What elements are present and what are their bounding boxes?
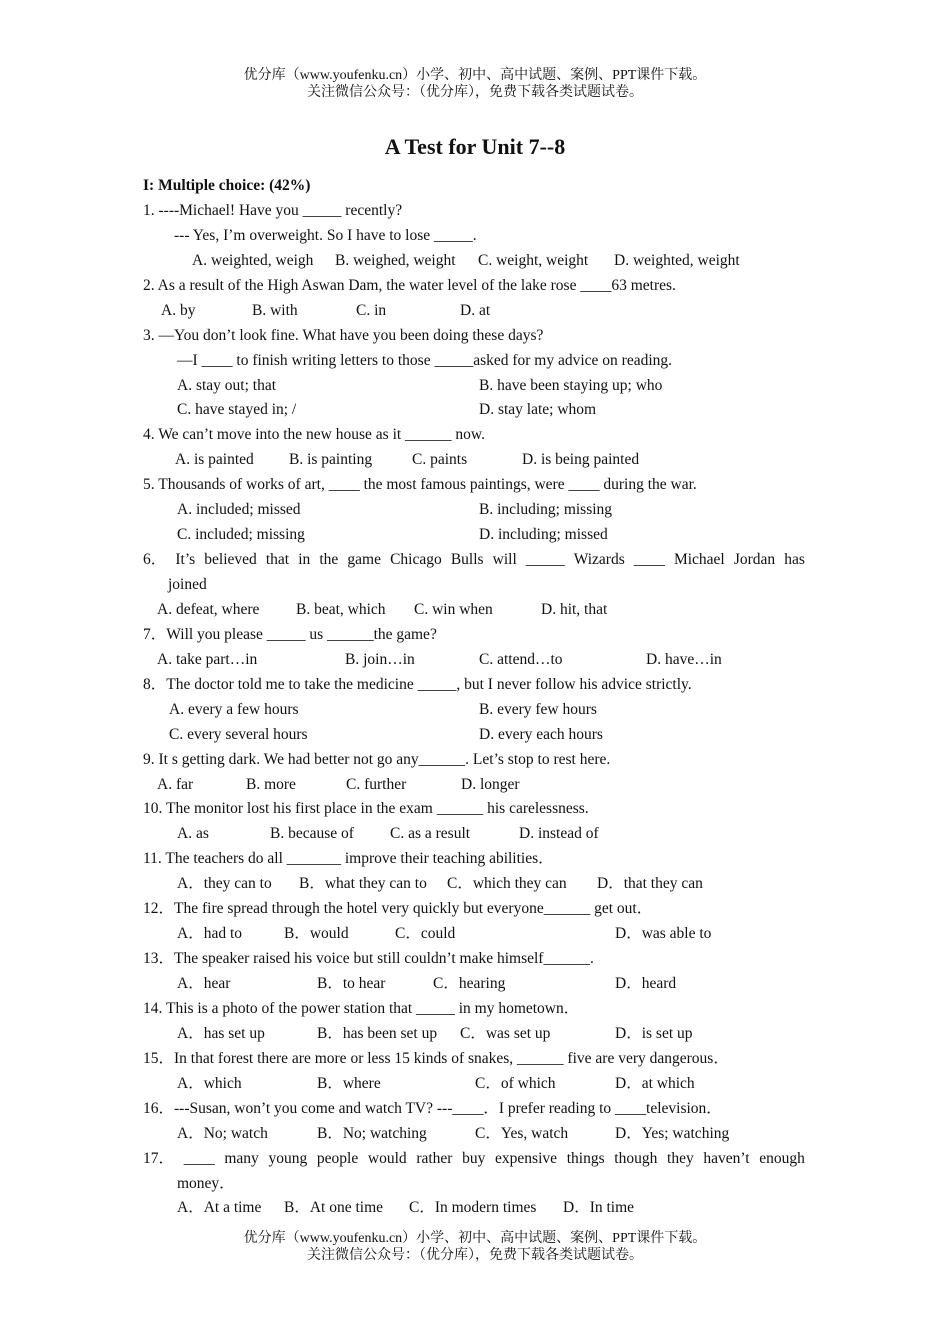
q16-option-c: C．Yes, watch [475, 1124, 569, 1142]
q9-option-d: D. longer [461, 775, 520, 793]
q17-word: rather [416, 1149, 453, 1167]
footer-line-2: 关注微信公众号：（优分库），免费下载各类试题试卷。 [307, 1248, 643, 1263]
q2-option-b: B. with [252, 301, 298, 319]
q17-options [143, 1196, 805, 1221]
q5-option-b: B. including; missing [479, 501, 613, 519]
q6-word: 6． [143, 551, 167, 569]
page-title: A Test for Unit 7--8 [384, 134, 566, 159]
q6-word: Chicago [390, 551, 442, 569]
q9-options [143, 773, 805, 798]
footer-line-1: 优分库（www.youfenku.cn）小学、初中、高中试题、案例、PPT课件下载。 [243, 1231, 707, 1246]
q3-stem-line-2: —I ____ to finish writing letters to those _____asked for my advice on reading. [177, 351, 673, 369]
q6-stem [143, 548, 805, 573]
question-list [143, 174, 805, 1221]
q7-option-a: A. take part…in [157, 650, 258, 668]
q2-option-d: D. at [460, 301, 491, 319]
q16-option-a: A．No; watch [177, 1124, 268, 1142]
q9-option-b: B. more [246, 775, 296, 793]
q13-option-b: B．to hear [317, 975, 386, 992]
q8-options-row-2 [143, 723, 805, 748]
q6-stem-continued: joined [168, 576, 207, 593]
q12-option-d: D．was able to [615, 925, 712, 943]
q6-word: has [784, 551, 805, 569]
q6-word: ____ [633, 551, 665, 569]
q6-word: Jordan [733, 551, 776, 569]
q6-word: in [298, 551, 311, 569]
q5-stem: 5. Thousands of works of art, ____ the most famous paintings, were ____ during the war. [143, 476, 697, 494]
q6-word: believed [204, 551, 257, 569]
q15-option-a: A．which [177, 1074, 242, 1092]
q13-option-a: A．hear [177, 975, 231, 992]
q14-option-b: B．has been set up [317, 1024, 438, 1042]
q13-options [143, 972, 805, 997]
q11-option-c: C．which they can [447, 875, 567, 893]
q3-option-d: D. stay late; whom [479, 401, 597, 419]
q13-option-d: D．heard [615, 975, 677, 992]
q4-option-c: C. paints [412, 451, 468, 469]
q7-option-d: D. have…in [646, 650, 722, 668]
q12-options [143, 922, 805, 947]
q11-stem: 11. The teachers do all _______ improve their teaching abilities． [143, 850, 554, 868]
q8-options-row-1 [143, 698, 805, 723]
q17-option-b: B．At one time [284, 1199, 384, 1217]
page-footer [0, 1230, 950, 1264]
q17-option-a: A．At a time [177, 1199, 262, 1217]
q10-option-b: B. because of [270, 825, 354, 843]
q12-option-c: C．could [395, 925, 456, 943]
q1-option-b: B. weighed, weight [335, 251, 456, 269]
header-line-2: 关注微信公众号：（优分库），免费下载各类试题试卷。 [307, 85, 643, 100]
q17-word: enough [759, 1149, 805, 1167]
q4-options [143, 448, 805, 473]
q17-option-c: C．In modern times [409, 1199, 537, 1217]
q6-word: Bulls [450, 551, 484, 569]
q8-option-d: D. every each hours [479, 725, 603, 743]
q1-option-d: D. weighted, weight [614, 251, 740, 269]
q17-word: people [316, 1149, 359, 1167]
q17-word: many [224, 1149, 259, 1167]
q16-options [143, 1122, 805, 1147]
q4-option-d: D. is being painted [522, 451, 640, 469]
q17-word: haven’t [703, 1149, 750, 1167]
q9-option-a: A. far [157, 775, 194, 793]
q10-options [143, 822, 805, 847]
q17-word: 17． [143, 1149, 175, 1167]
q14-options [143, 1022, 805, 1047]
q1-option-a: A. weighted, weigh [192, 251, 314, 269]
q7-stem: 7．Will you please _____ us ______the game? [143, 625, 437, 643]
q7-option-b: B. join…in [345, 650, 415, 668]
q2-options [143, 299, 805, 324]
q7-option-c: C. attend…to [479, 650, 563, 668]
q6-word: It’s [175, 551, 196, 569]
q15-option-b: B．where [317, 1074, 381, 1092]
q17-word: would [367, 1149, 407, 1167]
q12-option-a: A．had to [177, 925, 243, 943]
q16-option-d: D．Yes; watching [615, 1124, 730, 1142]
q5-options-row-1 [143, 498, 805, 523]
q6-word: the [319, 551, 339, 569]
q14-option-d: D．is set up [615, 1024, 693, 1042]
q11-option-b: B．what they can to [299, 875, 427, 893]
q10-stem: 10. The monitor lost his first place in the exam ______ his carelessness. [143, 800, 589, 818]
q9-stem: 9. It s getting dark. We had better not go any______. Let’s stop to rest here. [143, 750, 611, 768]
q6-word: will [492, 551, 517, 569]
q6-option-c: C. win when [414, 600, 493, 618]
q3-option-b: B. have been staying up; who [479, 376, 663, 394]
q10-option-d: D. instead of [519, 825, 599, 843]
q16-option-b: B．No; watching [317, 1124, 427, 1142]
q11-option-a: A．they can to [177, 875, 272, 893]
q6-options [143, 598, 805, 623]
q11-option-d: D．that they can [597, 875, 703, 893]
q4-option-a: A. is painted [175, 451, 254, 469]
q14-option-a: A．has set up [177, 1024, 265, 1042]
q5-option-a: A. included; missed [177, 501, 301, 519]
q14-stem: 14. This is a photo of the power station that _____ in my hometown． [143, 999, 580, 1017]
q15-option-d: D．at which [615, 1074, 695, 1092]
q9-option-c: C. further [346, 775, 407, 793]
q17-word: they [667, 1149, 694, 1167]
q1-options [143, 249, 805, 274]
q6-word: Wizards [573, 551, 625, 569]
q17-word: young [268, 1149, 308, 1167]
q3-options-row-1 [143, 374, 805, 399]
q6-option-b: B. beat, which [296, 600, 386, 618]
q8-option-a: A. every a few hours [169, 700, 299, 718]
q2-option-a: A. by [161, 301, 196, 319]
q10-option-c: C. as a result [390, 825, 471, 843]
q6-option-a: A. defeat, where [157, 600, 260, 618]
q17-stem [143, 1147, 805, 1172]
q17-stem-continued: money． [177, 1174, 235, 1192]
q4-option-b: B. is painting [289, 451, 373, 469]
q10-option-a: A. as [177, 825, 209, 843]
q17-word: though [614, 1149, 658, 1167]
q15-stem: 15．In that forest there are more or less 15 kinds of snakes, ______ five are very dangerous． [143, 1049, 729, 1067]
q6-word: that [265, 551, 290, 569]
q13-option-c: C．hearing [433, 975, 506, 992]
q4-stem: 4. We can’t move into the new house as it ______ now. [143, 426, 485, 444]
q13-stem: 13．The speaker raised his voice but still couldn’t make himself______. [143, 950, 594, 968]
q6-word: game [347, 551, 381, 569]
q11-options [143, 872, 805, 897]
q7-options [143, 648, 805, 673]
q1-stem-line-1: 1. ----Michael! Have you _____ recently? [143, 201, 403, 219]
q6-word: _____ [525, 551, 565, 569]
q17-word: things [566, 1149, 605, 1167]
q5-options-row-2 [143, 523, 805, 548]
q16-stem: 16．---Susan, won’t you come and watch TV? ---____．I prefer reading to ____television． [143, 1099, 722, 1117]
q17-word: ____ [183, 1149, 215, 1167]
q6-option-d: D. hit, that [541, 600, 608, 618]
header-line-1: 优分库（www.youfenku.cn）小学、初中、高中试题、案例、PPT课件下载。 [243, 68, 707, 83]
q3-options-row-2 [143, 398, 805, 423]
q3-option-c: C. have stayed in; / [177, 401, 297, 419]
q1-option-c: C. weight, weight [478, 251, 589, 269]
page-header [0, 67, 950, 101]
q3-stem-line-1: 3. —You don’t look fine. What have you been doing these days? [143, 326, 544, 344]
q1-stem-line-2: --- Yes, I’m overweight. So I have to lose _____. [174, 226, 477, 244]
q8-stem: 8．The doctor told me to take the medicine _____, but I never follow his advice strictly. [143, 675, 692, 693]
q15-option-c: C．of which [475, 1074, 556, 1092]
q12-option-b: B．would [284, 925, 349, 943]
q3-option-a: A. stay out; that [177, 376, 277, 394]
q17-word: buy [462, 1149, 486, 1167]
q17-word: expensive [495, 1149, 558, 1167]
q5-option-d: D. including; missed [479, 526, 608, 544]
q2-stem: 2. As a result of the High Aswan Dam, the water level of the lake rose ____63 metres. [143, 276, 676, 294]
section-heading: I: Multiple choice: (42%) [143, 177, 311, 194]
q17-option-d: D．In time [563, 1199, 635, 1217]
q2-option-c: C. in [356, 301, 387, 319]
q8-option-b: B. every few hours [479, 700, 597, 718]
q14-option-c: C．was set up [460, 1024, 551, 1042]
q6-word: Michael [673, 551, 725, 569]
q15-options [143, 1072, 805, 1097]
q8-option-c: C. every several hours [169, 725, 308, 743]
q12-stem: 12．The fire spread through the hotel very quickly but everyone______ get out． [143, 900, 653, 918]
q5-option-c: C. included; missing [177, 526, 305, 544]
